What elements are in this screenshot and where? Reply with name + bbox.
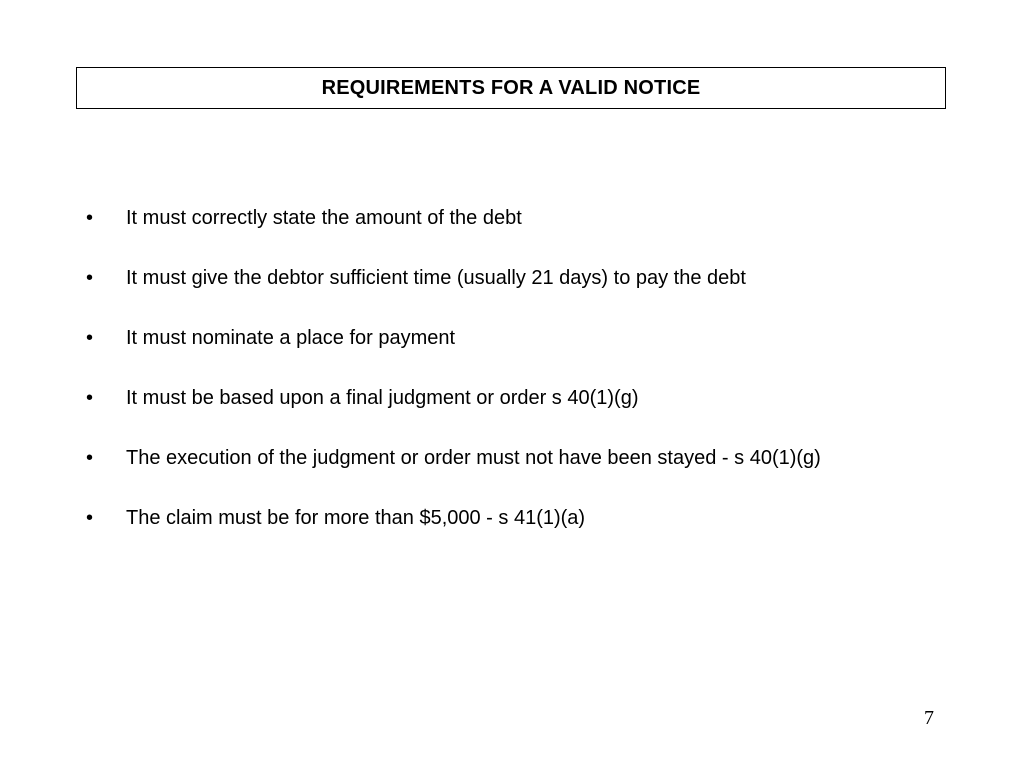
title-box [76,67,946,109]
bullet-item [86,264,821,324]
bullet-icon: • [86,327,94,349]
bullet-item [86,384,821,444]
bullet-item [86,444,821,504]
bullet-text: It must nominate a place for payment [126,327,456,349]
bullet-icon: • [86,447,94,469]
bullet-icon: • [86,387,94,409]
slide-title: REQUIREMENTS FOR A VALID NOTICE [321,76,701,99]
bullet-icon: • [86,507,94,529]
bullet-text: The claim must be for more than $5,000 - s 41(1)(a) [126,507,586,529]
bullet-text: It must be based upon a final judgment or order s 40(1)(g) [126,387,639,409]
bullet-icon: • [86,207,94,229]
bullet-text: It must give the debtor sufficient time (usually 21 days) to pay the debt [126,267,746,289]
bullet-item [86,504,821,564]
bullet-item [86,324,821,384]
bullet-item [86,204,821,264]
bullet-text: The execution of the judgment or order must not have been stayed - s 40(1)(g) [126,447,821,469]
bullet-list [86,204,821,564]
bullet-icon: • [86,267,94,289]
page-number: 7 [924,707,934,729]
bullet-text: It must correctly state the amount of the debt [126,207,522,229]
